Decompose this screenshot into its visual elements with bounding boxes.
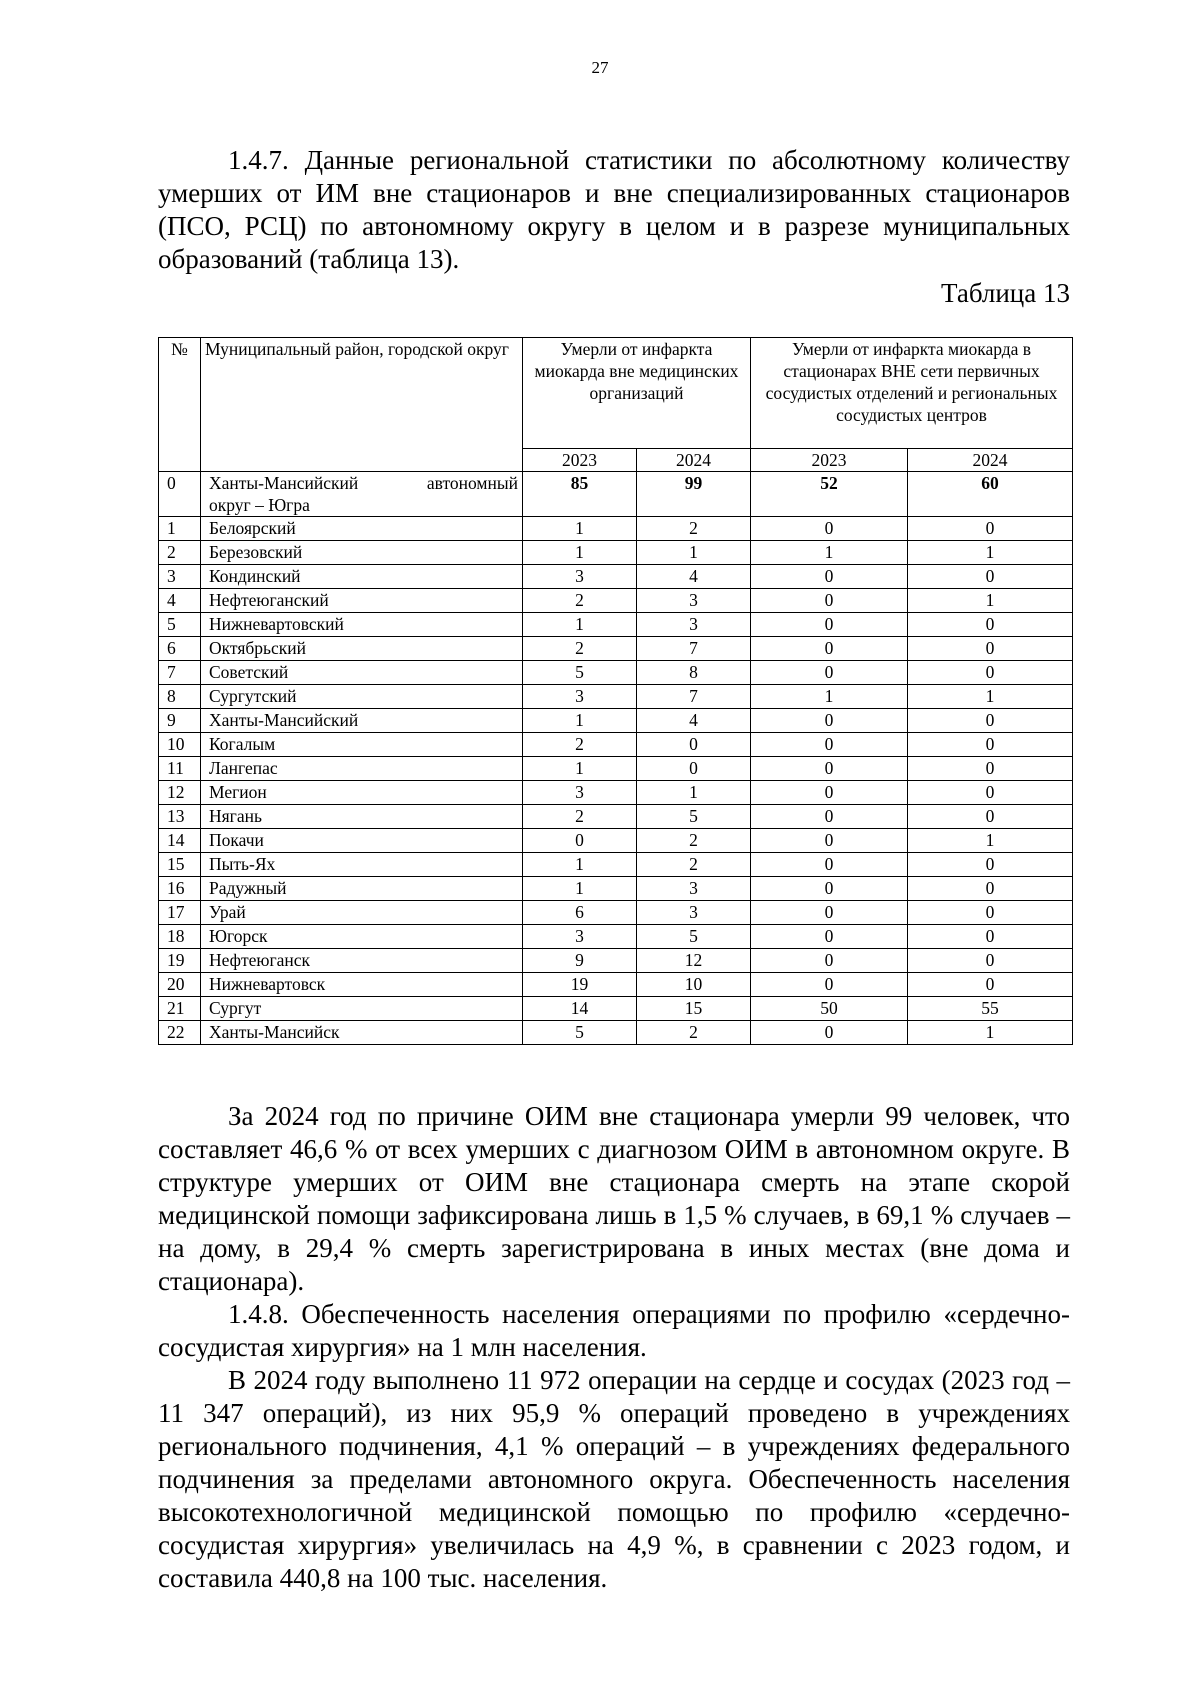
row-value: 1 (523, 541, 637, 565)
row-number: 16 (159, 877, 201, 901)
row-value: 5 (637, 805, 751, 829)
row-value: 5 (523, 661, 637, 685)
row-number: 0 (159, 472, 201, 517)
row-value: 1 (523, 613, 637, 637)
row-value: 1 (751, 685, 908, 709)
row-value: 1 (523, 877, 637, 901)
row-value: 0 (751, 757, 908, 781)
row-region: Нягань (201, 805, 523, 829)
row-number: 13 (159, 805, 201, 829)
row-value: 8 (637, 661, 751, 685)
row-value: 0 (908, 781, 1073, 805)
row-number: 4 (159, 589, 201, 613)
row-region: Югорск (201, 925, 523, 949)
table-row (159, 685, 1073, 709)
row-value: 3 (637, 877, 751, 901)
row-region: Нефтеюганск (201, 949, 523, 973)
row-region: Советский (201, 661, 523, 685)
row-value: 1 (523, 757, 637, 781)
row-region: Белоярский (201, 517, 523, 541)
row-region: Березовский (201, 541, 523, 565)
row-value: 2 (637, 829, 751, 853)
table-row (159, 949, 1073, 973)
row-value: 0 (908, 925, 1073, 949)
row-number: 15 (159, 853, 201, 877)
row-value: 0 (751, 805, 908, 829)
row-value: 0 (908, 637, 1073, 661)
table-row (159, 661, 1073, 685)
row-value: 4 (637, 565, 751, 589)
row-value: 60 (908, 472, 1073, 517)
row-value: 0 (751, 613, 908, 637)
row-value: 0 (751, 709, 908, 733)
row-value: 1 (523, 709, 637, 733)
table-row (159, 829, 1073, 853)
table-row (159, 853, 1073, 877)
mortality-table (158, 337, 1073, 1045)
row-value: 0 (751, 925, 908, 949)
row-value: 99 (637, 472, 751, 517)
row-number: 6 (159, 637, 201, 661)
body-text (158, 1100, 1070, 1595)
row-value: 1 (523, 853, 637, 877)
row-number: 5 (159, 613, 201, 637)
row-value: 9 (523, 949, 637, 973)
table-row (159, 613, 1073, 637)
row-value: 19 (523, 973, 637, 997)
row-number: 2 (159, 541, 201, 565)
row-region: Нижневартовск (201, 973, 523, 997)
row-value: 6 (523, 901, 637, 925)
body-paragraph: 1.4.8. Обеспеченность населения операциями по профилю «сердечно-сосудистая хирургия» на 1 млн населения. (158, 1299, 1070, 1362)
row-value: 0 (751, 781, 908, 805)
row-region: Сургутский (201, 685, 523, 709)
row-value: 0 (751, 949, 908, 973)
region-line: округ – Югра (209, 495, 310, 515)
row-number: 1 (159, 517, 201, 541)
row-value: 1 (908, 829, 1073, 853)
row-region: Сургут (201, 997, 523, 1021)
row-value: 0 (908, 973, 1073, 997)
row-value: 0 (751, 637, 908, 661)
table-caption: Таблица 13 (941, 278, 1070, 308)
row-value: 1 (908, 541, 1073, 565)
header-year: 2024 (908, 449, 1073, 472)
row-value: 3 (637, 613, 751, 637)
header-outside-network: Умерли от инфаркта миокарда в стационарах ВНЕ сети первичных сосудистых отделений и региональных сосудистых центров (751, 338, 1073, 449)
row-number: 17 (159, 901, 201, 925)
row-region: Лангепас (201, 757, 523, 781)
row-region: Кондинский (201, 565, 523, 589)
row-region: Ханты-Мансийский (201, 709, 523, 733)
row-value: 10 (637, 973, 751, 997)
row-value: 3 (637, 589, 751, 613)
table-row (159, 517, 1073, 541)
row-number: 19 (159, 949, 201, 973)
row-value: 2 (637, 517, 751, 541)
row-region: Нефтеюганский (201, 589, 523, 613)
row-value: 0 (637, 757, 751, 781)
row-value: 0 (523, 829, 637, 853)
row-value: 3 (637, 901, 751, 925)
header-region: Муниципальный район, городской округ (201, 338, 523, 472)
row-region: Мегион (201, 781, 523, 805)
row-value: 0 (751, 733, 908, 757)
row-region: Когалым (201, 733, 523, 757)
row-value: 50 (751, 997, 908, 1021)
row-value: 0 (751, 1021, 908, 1045)
row-region: Ханты-Мансийск (201, 1021, 523, 1045)
row-number: 14 (159, 829, 201, 853)
row-region: Октябрьский (201, 637, 523, 661)
row-value: 0 (751, 517, 908, 541)
row-value: 2 (523, 733, 637, 757)
row-number: 21 (159, 997, 201, 1021)
table-row (159, 973, 1073, 997)
row-value: 0 (908, 757, 1073, 781)
row-number: 12 (159, 781, 201, 805)
row-value: 0 (751, 565, 908, 589)
row-value: 0 (908, 877, 1073, 901)
row-value: 0 (908, 805, 1073, 829)
row-number: 10 (159, 733, 201, 757)
table-row (159, 541, 1073, 565)
row-value: 2 (523, 805, 637, 829)
region-line: Ханты-Мансийский автономный (209, 473, 518, 493)
row-number: 3 (159, 565, 201, 589)
row-value: 0 (751, 829, 908, 853)
row-number: 18 (159, 925, 201, 949)
row-value: 15 (637, 997, 751, 1021)
row-value: 0 (751, 877, 908, 901)
row-value: 0 (751, 973, 908, 997)
row-number: 22 (159, 1021, 201, 1045)
table-row-total (159, 472, 1073, 517)
row-value: 2 (523, 589, 637, 613)
header-outside-medical: Умерли от инфаркта миокарда вне медицинских организаций (523, 338, 751, 449)
row-value: 3 (523, 565, 637, 589)
row-value: 0 (908, 733, 1073, 757)
table-row (159, 589, 1073, 613)
row-value: 3 (523, 685, 637, 709)
row-value: 2 (523, 637, 637, 661)
row-value: 0 (908, 949, 1073, 973)
row-value: 7 (637, 637, 751, 661)
row-value: 0 (908, 709, 1073, 733)
row-value: 1 (908, 1021, 1073, 1045)
row-value: 0 (751, 901, 908, 925)
header-num: № (159, 338, 201, 472)
row-value: 85 (523, 472, 637, 517)
row-number: 20 (159, 973, 201, 997)
row-value: 0 (751, 661, 908, 685)
row-value: 1 (637, 541, 751, 565)
intro-paragraph: 1.4.7. Данные региональной статистики по абсолютному количеству умерших от ИМ вне стационаров и вне специализированных стационаров (ПСО, РСЦ) по автономному округу в целом и в разрезе муниципальных образований (таблица 13). (158, 145, 1070, 274)
row-number: 7 (159, 661, 201, 685)
row-value: 0 (908, 517, 1073, 541)
row-region: Радужный (201, 877, 523, 901)
row-value: 55 (908, 997, 1073, 1021)
row-value: 3 (523, 781, 637, 805)
header-year: 2023 (751, 449, 908, 472)
body-paragraph: За 2024 год по причине ОИМ вне стационара умерли 99 человек, что составляет 46,6 % от всех умерших с диагнозом ОИМ в автономном округе. В структуре умерших от ОИМ вне стационара смерть на этапе скорой медицинской помощи зафиксирована лишь в 1,5 % случаев, в 69,1 % случаев – на дому, в 29,4 % смерть зарегистрирована в иных местах (вне дома и стационара). (158, 1101, 1070, 1296)
row-value: 4 (637, 709, 751, 733)
row-value: 0 (908, 661, 1073, 685)
table-row (159, 901, 1073, 925)
table-row (159, 877, 1073, 901)
row-value: 0 (637, 733, 751, 757)
row-value: 3 (523, 925, 637, 949)
body-paragraph: В 2024 году выполнено 11 972 операции на сердце и сосудах (2023 год – 11 347 операций), из них 95,9 % операций проведено в учреждениях регионального подчинения, 4,1 % операций – в учреждениях федерального подчинения за пределами автономного округа. Обеспеченность населения высокотехнологичной медицинской помощью по профилю «сердечно-сосудистая хирургия» увеличилась на 4,9 %, в сравнении с 2023 годом, и составила 440,8 на 100 тыс. населения. (158, 1365, 1070, 1593)
table-row (159, 709, 1073, 733)
row-value: 1 (751, 541, 908, 565)
table-row (159, 997, 1073, 1021)
row-value: 0 (751, 853, 908, 877)
row-value: 0 (908, 613, 1073, 637)
row-value: 1 (523, 517, 637, 541)
row-number: 9 (159, 709, 201, 733)
row-value: 5 (637, 925, 751, 949)
row-value: 1 (908, 589, 1073, 613)
table-row (159, 805, 1073, 829)
table-row (159, 637, 1073, 661)
row-value: 5 (523, 1021, 637, 1045)
row-region: Пыть-Ях (201, 853, 523, 877)
header-year: 2023 (523, 449, 637, 472)
row-value: 2 (637, 1021, 751, 1045)
row-value: 7 (637, 685, 751, 709)
row-value: 2 (637, 853, 751, 877)
page-number: 27 (591, 58, 609, 77)
row-region: Покачи (201, 829, 523, 853)
row-value: 0 (751, 589, 908, 613)
row-region (201, 472, 523, 517)
row-number: 8 (159, 685, 201, 709)
row-value: 52 (751, 472, 908, 517)
row-value: 0 (908, 901, 1073, 925)
table-row (159, 757, 1073, 781)
row-number: 11 (159, 757, 201, 781)
row-value: 0 (908, 565, 1073, 589)
header-year: 2024 (637, 449, 751, 472)
table-row (159, 1021, 1073, 1045)
table-row (159, 565, 1073, 589)
table-row (159, 733, 1073, 757)
table-row (159, 925, 1073, 949)
row-region: Урай (201, 901, 523, 925)
table-row (159, 781, 1073, 805)
row-value: 12 (637, 949, 751, 973)
row-value: 1 (637, 781, 751, 805)
row-value: 1 (908, 685, 1073, 709)
row-value: 14 (523, 997, 637, 1021)
row-region: Нижневартовский (201, 613, 523, 637)
row-value: 0 (908, 853, 1073, 877)
